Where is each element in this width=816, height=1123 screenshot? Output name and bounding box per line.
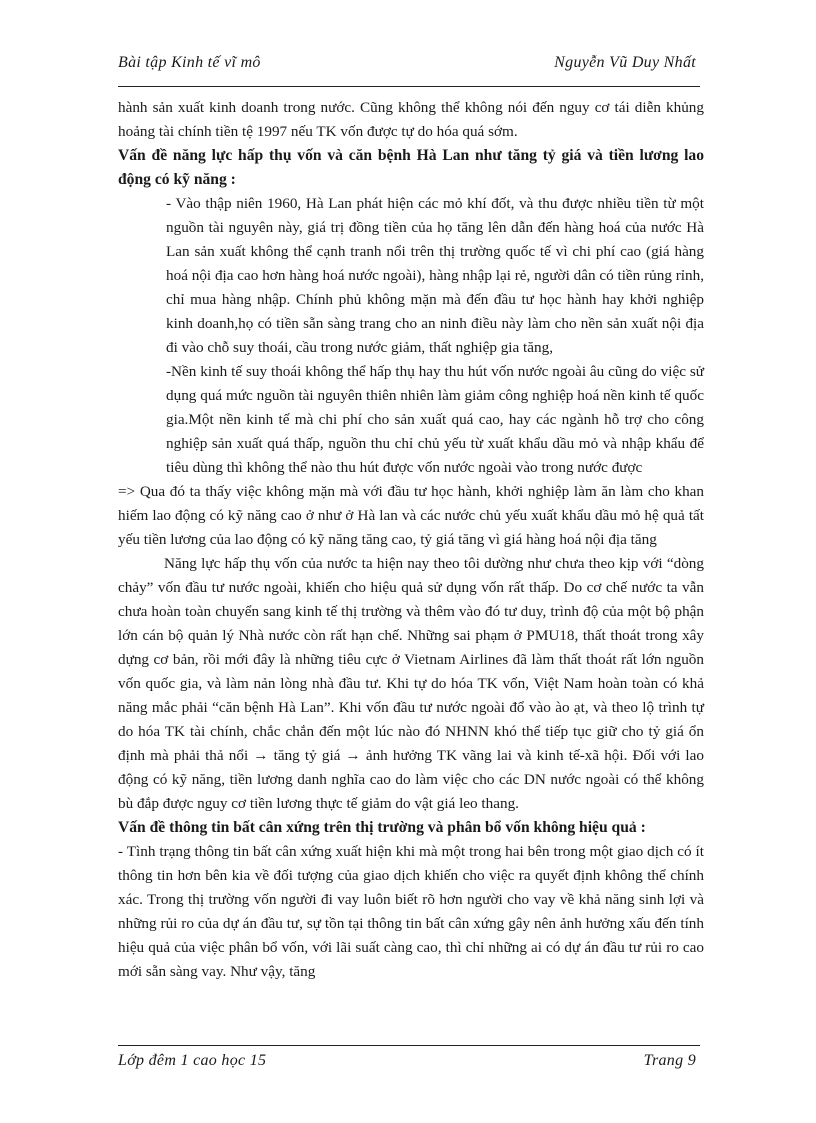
page-body [118,96,704,984]
section-heading-asymmetric-info: Vấn đề thông tin bất cân xứng trên thị trường và phân bổ vốn không hiệu quả : [118,819,646,836]
bullet-netherlands-history: - Vào thập niên 1960, Hà Lan phát hiện các mỏ khí đốt, và thu được nhiều tiền từ một nguồn tài nguyên này, giá trị đồng tiền của họ tăng lên dẫn đến hàng hoá của nước Hà Lan sản xuất không thể cạnh tranh nổi trên thị trường quốc tế vì chi phí cao (giá hàng hoá nội địa cao hơn hàng hoá nước ngoài), hàng nhập lại rẻ, người dân có tiền rủng rỉnh, chỉ mua hàng nhập. Chính phủ không mặn mà đến đầu tư học hành hay khởi nghiệp kinh doanh,họ có tiền sẵn sàng trang cho an ninh điều này làm cho nền sản xuất nội địa đi vào chỗ suy thoái, cầu trong nước giảm, thất nghiệp gia tăng, [166,195,704,356]
page-footer [118,1052,696,1076]
footer-divider [118,1045,700,1046]
paragraph-vietnam-capacity: Năng lực hấp thụ vốn của nước ta hiện nay theo tôi dường như chưa theo kịp với “dòng chảy” vốn đầu tư nước ngoài, khiến cho hiệu quả sử dụng vốn rất thấp. Do cơ chế nước ta vẫn chưa hoàn toàn chuyển sang kinh tế thị trường và thêm vào đó tư duy, trình độ của một bộ phận lớn cán bộ quản lý Nhà nước còn rất hạn chế. Những sai phạm ở PMU18, thất thoát trong xây dựng cơ bản, rồi mới đây là những tiêu cực ở Vietnam Airlines đã làm thất thoát rất lớn nguồn vốn quốc gia, và làm nản lòng nhà đầu tư. Khi tự do hóa TK vốn, Việt Nam hoàn toàn có khả năng mắc phải “căn bệnh Hà Lan”. Khi vốn đầu tư nước ngoài đổ vào ào ạt, và theo lộ trình tự do hóa TK tài chính, chắc chắn đến một lúc nào đó NHNN khó thể tiếp tục giữ cho tỷ giá ổn định mà phải thả nổi → tăng tỷ giá → ảnh hưởng TK vãng lai và kinh tế-xã hội. Đối với lao động có kỹ năng, tiền lương danh nghĩa cao do làm việc cho các DN nước ngoài có thể không bù đắp được nguy cơ tiền lương thực tế giảm do vật giá leo thang. [118,555,704,812]
header-divider [118,86,700,87]
paragraph-conclusion: => Qua đó ta thấy việc không mặn mà với đầu tư học hành, khởi nghiệp làm ăn làm cho khan hiếm lao động có kỹ năng cao ở như ở Hà lan và các nước chủ yếu xuất khẩu dầu mỏ hệ quả tất yếu tiền lương của lao động có kỹ năng tăng cao, tỷ giá tăng vì giá hàng hoá nội địa tăng [118,483,704,548]
header-author-name: Nguyễn Vũ Duy Nhất [554,54,696,71]
paragraph-asymmetric-info: - Tình trạng thông tin bất cân xứng xuất hiện khi mà một trong hai bên trong một giao dịch có ít thông tin hơn bên kia về đối tượng của giao dịch khiến cho việc ra quyết định không thể chính xác. Trong thị trường vốn người đi vay luôn biết rõ hơn người cho vay về khả năng sinh lợi và những rủi ro của dự án đầu tư, sự tồn tại thông tin bất cân xứng gây nên ảnh hưởng xấu đến tính hiệu quả của việc phân bổ vốn, với lãi suất càng cao, thì chỉ những ai có dự án đầu tư rủi ro cao mới sẵn sàng vay. Như vậy, tăng [118,843,704,980]
bullet-economic-recession: -Nền kinh tế suy thoái không thể hấp thụ hay thu hút vốn nước ngoài âu cũng do việc sử dụng quá mức nguồn tài nguyên thiên nhiên làm giảm công nghiệp hoá nền kinh tế quốc gia.Một nền kinh tế mà chi phí cho sản xuất quá cao, hay các ngành hỗ trợ cho công nghiệp sản xuất quá thấp, nguồn thu chỉ chủ yếu từ xuất khẩu dầu mỏ và nhập khẩu để tiêu dùng thì không thể nào thu hút được vốn nước ngoài vào trong nước được [166,363,704,476]
header-course-title: Bài tập Kinh tế vĩ mô [118,54,261,71]
section-heading-dutch-disease: Vấn đề năng lực hấp thụ vốn và căn bệnh Hà Lan như tăng tỷ giá và tiền lương lao động có kỹ năng : [118,147,704,188]
page-number: Trang 9 [643,1052,696,1069]
footer-class-name: Lớp đêm 1 cao học 15 [118,1052,267,1069]
page-header [118,54,696,80]
paragraph-continuation: hành sản xuất kinh doanh trong nước. Cũng không thể không nói đến nguy cơ tái diễn khủng hoảng tài chính tiền tệ 1997 nếu TK vốn được tự do hóa quá sớm. [118,99,704,140]
